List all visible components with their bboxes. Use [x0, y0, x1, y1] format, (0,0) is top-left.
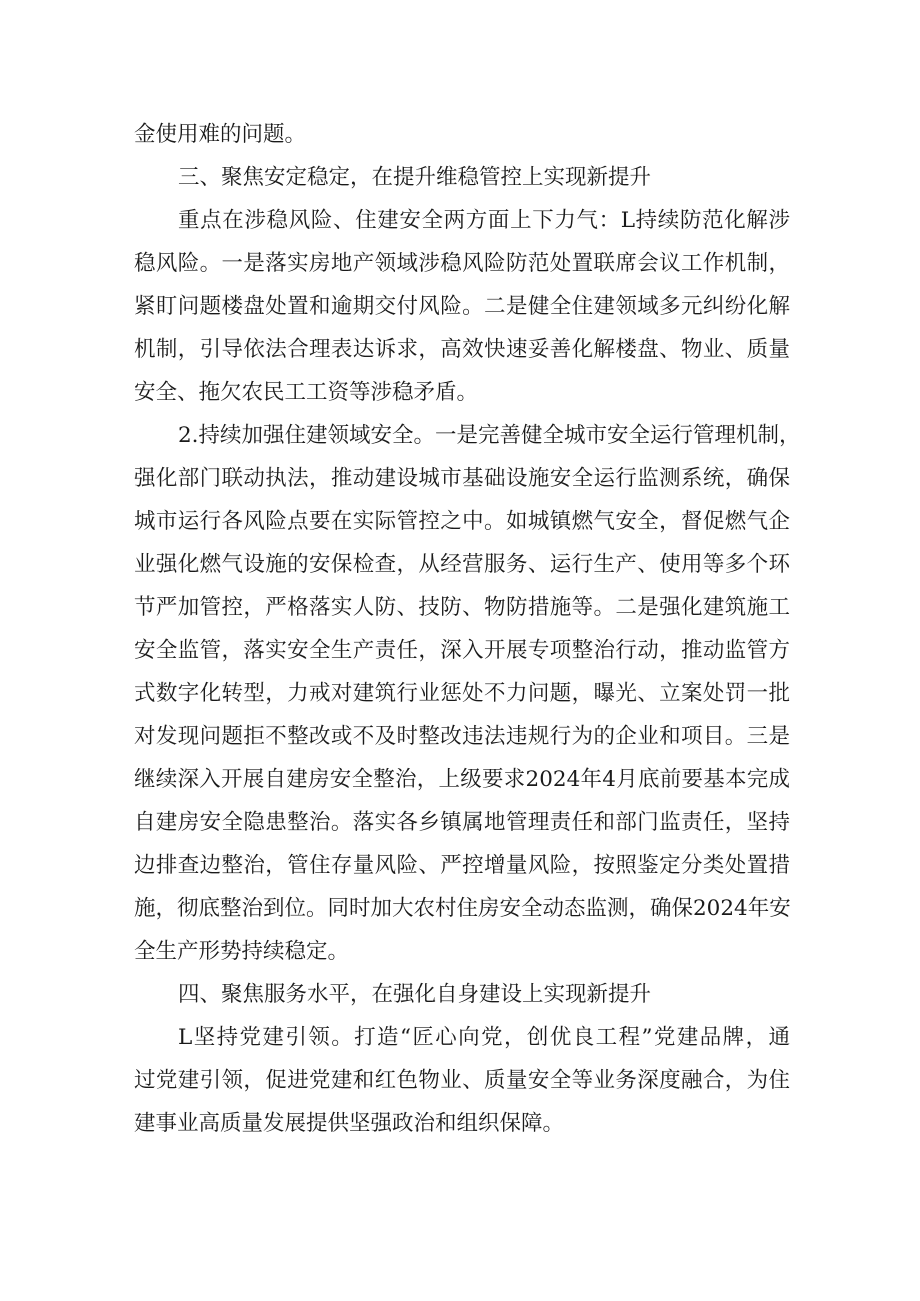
text-line: 机制，引导依法合理表达诉求，高效快速妥善化解楼盘、物业、质量: [134, 337, 790, 362]
text-line: 紧盯问题楼盘处置和逾期交付风险。二是健全住建领域多元纠纷化解: [134, 294, 790, 319]
text-line: 式数字化转型，力戒对建筑行业惩处不力问题，曝光、立案处罚一批: [134, 681, 790, 706]
text-line: 2.持续加强住建领域安全。一是完善健全城市安全运行管理机制，: [178, 423, 801, 448]
text-line: 重点在涉稳风险、住建安全两方面上下力气：L持续防范化解涉: [178, 208, 790, 233]
text-line: 安全监管，落实安全生产责任，深入开展专项整治行动，推动监管方: [134, 638, 790, 663]
text-line: 建事业高质量发展提供坚强政治和组织保障。: [134, 1111, 565, 1136]
text-line: 强化部门联动执法，推动建设城市基础设施安全运行监测系统，确保: [134, 466, 790, 491]
text-line: L坚持党建引领。打造“匠心向党，创优良工程”党建品牌，通: [178, 1025, 790, 1050]
text-line: 节严加管控，严格落实人防、技防、物防措施等。二是强化建筑施工: [134, 595, 790, 620]
text-line: 安全、拖欠农民工工资等涉稳矛盾。: [134, 380, 479, 405]
text-line: 业强化燃气设施的安保检查，从经营服务、运行生产、使用等多个环: [134, 552, 790, 577]
text-line: 全生产形势持续稳定。: [134, 939, 350, 964]
text-line: 城市运行各风险点要在实际管控之中。如城镇燃气安全，督促燃气企: [134, 509, 790, 534]
text-line: 边排查边整治，管住存量风险、严控增量风险，按照鉴定分类处置措: [134, 853, 790, 878]
section-heading-three: 三、聚焦安定稳定，在提升维稳管控上实现新提升: [178, 165, 652, 190]
text-line: 对发现问题拒不整改或不及时整改违法违规行为的企业和项目。三是: [134, 724, 790, 749]
text-line: 继续深入开展自建房安全整治，上级要求2024年4月底前要基本完成: [134, 767, 790, 792]
document-page: [134, 113, 801, 1145]
section-heading-four: 四、聚焦服务水平，在强化自身建设上实现新提升: [178, 982, 652, 1007]
text-line: 稳风险。一是落实房地产领域涉稳风险防范处置联席会议工作机制，: [134, 251, 790, 276]
text-line: 金使用难的问题。: [134, 122, 307, 147]
text-line: 自建房安全隐患整治。落实各乡镇属地管理责任和部门监责任，坚持: [134, 810, 790, 835]
text-line: 过党建引领，促进党建和红色物业、质量安全等业务深度融合，为住: [134, 1068, 790, 1093]
text-line: 施，彻底整治到位。同时加大农村住房安全动态监测，确保2024年安: [134, 896, 791, 921]
